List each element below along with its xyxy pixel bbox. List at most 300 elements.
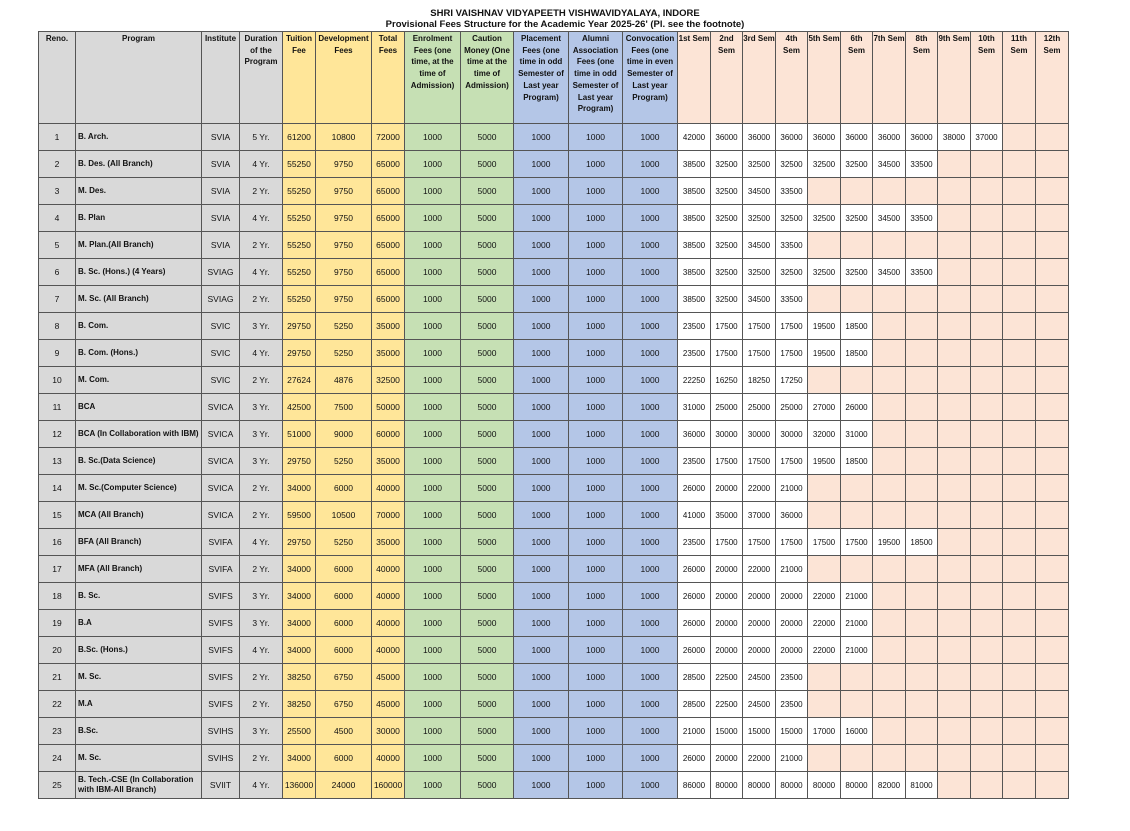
table-row: [39, 286, 1069, 313]
placement-fee: 1000: [514, 421, 569, 448]
semester-fee: [808, 178, 841, 205]
semester-fee: 32500: [808, 151, 841, 178]
semester-fee: [873, 745, 906, 772]
semester-fee: [938, 691, 971, 718]
semester-fee: 32500: [776, 259, 808, 286]
total-fee: 40000: [372, 637, 405, 664]
semester-fee: 22500: [711, 691, 743, 718]
caution-money: 5000: [461, 151, 514, 178]
enrolment-fee: 1000: [405, 394, 461, 421]
header-row: [39, 32, 1069, 124]
alumni-fee: 1000: [569, 529, 623, 556]
enrolment-fee: 1000: [405, 637, 461, 664]
semester-fee: 17500: [711, 448, 743, 475]
development-fee: 6750: [316, 664, 372, 691]
semester-fee: [906, 232, 938, 259]
development-fee: 9000: [316, 421, 372, 448]
semester-fee: [1003, 502, 1036, 529]
duration: 2 Yr.: [240, 178, 283, 205]
semester-fee: [906, 610, 938, 637]
placement-fee: 1000: [514, 610, 569, 637]
enrolment-fee: 1000: [405, 205, 461, 232]
semester-fee: 80000: [808, 772, 841, 799]
enrolment-fee: 1000: [405, 664, 461, 691]
institute-code: SVIC: [202, 313, 240, 340]
row-number: 6: [39, 259, 76, 286]
document-title: SHRI VAISHNAV VIDYAPEETH VISHWAVIDYALAYA, INDORE: [430, 8, 700, 19]
alumni-fee: 1000: [569, 745, 623, 772]
semester-fee: [1036, 124, 1069, 151]
header-alumni: Alumni Association Fees (one time in odd Semester of Last year Program): [569, 32, 623, 124]
semester-fee: [938, 286, 971, 313]
tuition-fee: 34000: [283, 637, 316, 664]
caution-money: 5000: [461, 556, 514, 583]
program-name: B.Sc. (Hons.): [76, 637, 202, 664]
enrolment-fee: 1000: [405, 286, 461, 313]
semester-fee: [971, 286, 1003, 313]
placement-fee: 1000: [514, 475, 569, 502]
convocation-fee: 1000: [623, 502, 678, 529]
semester-fee: [1036, 205, 1069, 232]
enrolment-fee: 1000: [405, 691, 461, 718]
semester-fee: 18500: [841, 313, 873, 340]
semester-fee: [971, 367, 1003, 394]
semester-fee: 26000: [678, 556, 711, 583]
alumni-fee: 1000: [569, 313, 623, 340]
development-fee: 6000: [316, 556, 372, 583]
table-row: [39, 583, 1069, 610]
semester-fee: [938, 178, 971, 205]
semester-fee: [906, 394, 938, 421]
enrolment-fee: 1000: [405, 448, 461, 475]
program-name: BCA (In Collaboration with IBM): [76, 421, 202, 448]
semester-fee: [938, 610, 971, 637]
institute-code: SVIFS: [202, 583, 240, 610]
semester-fee: [873, 178, 906, 205]
enrolment-fee: 1000: [405, 475, 461, 502]
tuition-fee: 136000: [283, 772, 316, 799]
semester-fee: 25000: [743, 394, 776, 421]
program-name: M. Sc. (All Branch): [76, 286, 202, 313]
caution-money: 5000: [461, 637, 514, 664]
semester-fee: 31000: [678, 394, 711, 421]
semester-fee: 22000: [743, 556, 776, 583]
semester-fee: [1003, 772, 1036, 799]
semester-fee: [1003, 475, 1036, 502]
row-number: 18: [39, 583, 76, 610]
semester-fee: [906, 178, 938, 205]
semester-fee: 38500: [678, 259, 711, 286]
duration: 3 Yr.: [240, 610, 283, 637]
enrolment-fee: 1000: [405, 583, 461, 610]
convocation-fee: 1000: [623, 745, 678, 772]
alumni-fee: 1000: [569, 475, 623, 502]
alumni-fee: 1000: [569, 610, 623, 637]
development-fee: 9750: [316, 151, 372, 178]
semester-fee: [873, 556, 906, 583]
duration: 4 Yr.: [240, 772, 283, 799]
semester-fee: [1003, 259, 1036, 286]
semester-fee: [938, 313, 971, 340]
semester-fee: 36000: [873, 124, 906, 151]
semester-fee: 23500: [678, 529, 711, 556]
semester-fee: 30000: [776, 421, 808, 448]
semester-fee: 25000: [776, 394, 808, 421]
development-fee: 5250: [316, 529, 372, 556]
program-name: M.A: [76, 691, 202, 718]
semester-fee: 32500: [743, 259, 776, 286]
institute-code: SVIIT: [202, 772, 240, 799]
placement-fee: 1000: [514, 205, 569, 232]
semester-fee: 22000: [743, 475, 776, 502]
placement-fee: 1000: [514, 448, 569, 475]
semester-fee: [873, 637, 906, 664]
header-sem: 7th Sem: [873, 32, 906, 124]
caution-money: 5000: [461, 529, 514, 556]
development-fee: 10800: [316, 124, 372, 151]
institute-code: SVICA: [202, 421, 240, 448]
placement-fee: 1000: [514, 529, 569, 556]
semester-fee: 36000: [808, 124, 841, 151]
semester-fee: 37000: [971, 124, 1003, 151]
semester-fee: [1036, 259, 1069, 286]
semester-fee: [1003, 205, 1036, 232]
header-sem: 8th Sem: [906, 32, 938, 124]
semester-fee: [1003, 232, 1036, 259]
header-sem: 10th Sem: [971, 32, 1003, 124]
program-name: B. Sc.: [76, 583, 202, 610]
semester-fee: [841, 286, 873, 313]
tuition-fee: 55250: [283, 205, 316, 232]
semester-fee: 34500: [743, 286, 776, 313]
duration: 3 Yr.: [240, 394, 283, 421]
alumni-fee: 1000: [569, 232, 623, 259]
semester-fee: [971, 583, 1003, 610]
row-number: 20: [39, 637, 76, 664]
semester-fee: [971, 313, 1003, 340]
semester-fee: [873, 232, 906, 259]
program-name: B. Com.: [76, 313, 202, 340]
semester-fee: [938, 529, 971, 556]
table-row: [39, 232, 1069, 259]
semester-fee: 17500: [743, 529, 776, 556]
enrolment-fee: 1000: [405, 502, 461, 529]
semester-fee: [808, 502, 841, 529]
row-number: 10: [39, 367, 76, 394]
semester-fee: 80000: [841, 772, 873, 799]
row-number: 19: [39, 610, 76, 637]
semester-fee: [1003, 448, 1036, 475]
semester-fee: [906, 286, 938, 313]
semester-fee: [873, 448, 906, 475]
total-fee: 45000: [372, 664, 405, 691]
semester-fee: [808, 691, 841, 718]
row-number: 5: [39, 232, 76, 259]
caution-money: 5000: [461, 718, 514, 745]
semester-fee: 34500: [743, 232, 776, 259]
enrolment-fee: 1000: [405, 151, 461, 178]
development-fee: 9750: [316, 205, 372, 232]
tuition-fee: 42500: [283, 394, 316, 421]
enrolment-fee: 1000: [405, 340, 461, 367]
semester-fee: 33500: [776, 178, 808, 205]
semester-fee: 80000: [711, 772, 743, 799]
caution-money: 5000: [461, 421, 514, 448]
development-fee: 6000: [316, 610, 372, 637]
semester-fee: 17500: [776, 313, 808, 340]
program-name: BFA (All Branch): [76, 529, 202, 556]
development-fee: 6000: [316, 583, 372, 610]
program-name: B.A: [76, 610, 202, 637]
semester-fee: 31000: [841, 421, 873, 448]
semester-fee: [1003, 556, 1036, 583]
convocation-fee: 1000: [623, 232, 678, 259]
placement-fee: 1000: [514, 772, 569, 799]
semester-fee: [1036, 367, 1069, 394]
semester-fee: [873, 286, 906, 313]
semester-fee: [1036, 556, 1069, 583]
header-convocation: Convocation Fees (one time in even Semester of Last year Program): [623, 32, 678, 124]
semester-fee: 26000: [678, 475, 711, 502]
semester-fee: [873, 583, 906, 610]
semester-fee: [971, 718, 1003, 745]
duration: 4 Yr.: [240, 205, 283, 232]
total-fee: 72000: [372, 124, 405, 151]
table-row: [39, 205, 1069, 232]
development-fee: 6000: [316, 475, 372, 502]
semester-fee: [1036, 502, 1069, 529]
semester-fee: 23500: [776, 664, 808, 691]
development-fee: 9750: [316, 259, 372, 286]
header-sem: 5th Sem: [808, 32, 841, 124]
semester-fee: [1036, 529, 1069, 556]
semester-fee: 26000: [678, 745, 711, 772]
header-sem: 4th Sem: [776, 32, 808, 124]
semester-fee: [1036, 691, 1069, 718]
development-fee: 9750: [316, 178, 372, 205]
semester-fee: 22000: [808, 637, 841, 664]
semester-fee: 36000: [776, 124, 808, 151]
semester-fee: [1003, 691, 1036, 718]
header-sem: 1st Sem: [678, 32, 711, 124]
header-development: Development Fees: [316, 32, 372, 124]
caution-money: 5000: [461, 178, 514, 205]
convocation-fee: 1000: [623, 691, 678, 718]
row-number: 14: [39, 475, 76, 502]
institute-code: SVICA: [202, 475, 240, 502]
convocation-fee: 1000: [623, 610, 678, 637]
alumni-fee: 1000: [569, 556, 623, 583]
semester-fee: 17500: [711, 340, 743, 367]
semester-fee: [938, 448, 971, 475]
placement-fee: 1000: [514, 178, 569, 205]
development-fee: 9750: [316, 286, 372, 313]
table-row: [39, 124, 1069, 151]
semester-fee: 32500: [776, 205, 808, 232]
semester-fee: [1036, 232, 1069, 259]
semester-fee: 20000: [711, 637, 743, 664]
semester-fee: 28500: [678, 691, 711, 718]
tuition-fee: 29750: [283, 448, 316, 475]
semester-fee: [938, 637, 971, 664]
semester-fee: [808, 286, 841, 313]
enrolment-fee: 1000: [405, 232, 461, 259]
semester-fee: [971, 502, 1003, 529]
institute-code: SVICA: [202, 502, 240, 529]
enrolment-fee: 1000: [405, 772, 461, 799]
placement-fee: 1000: [514, 367, 569, 394]
total-fee: 65000: [372, 232, 405, 259]
semester-fee: [841, 502, 873, 529]
convocation-fee: 1000: [623, 313, 678, 340]
duration: 4 Yr.: [240, 151, 283, 178]
semester-fee: 17500: [743, 448, 776, 475]
semester-fee: 81000: [906, 772, 938, 799]
semester-fee: 19500: [808, 313, 841, 340]
program-name: MCA (All Branch): [76, 502, 202, 529]
enrolment-fee: 1000: [405, 718, 461, 745]
fees-table: [38, 31, 1069, 799]
semester-fee: [1003, 367, 1036, 394]
tuition-fee: 51000: [283, 421, 316, 448]
duration: 5 Yr.: [240, 124, 283, 151]
semester-fee: 38500: [678, 286, 711, 313]
alumni-fee: 1000: [569, 286, 623, 313]
semester-fee: 24500: [743, 691, 776, 718]
header-sem: 11th Sem: [1003, 32, 1036, 124]
enrolment-fee: 1000: [405, 124, 461, 151]
total-fee: 35000: [372, 448, 405, 475]
convocation-fee: 1000: [623, 259, 678, 286]
semester-fee: [938, 232, 971, 259]
row-number: 12: [39, 421, 76, 448]
alumni-fee: 1000: [569, 502, 623, 529]
convocation-fee: 1000: [623, 772, 678, 799]
program-name: B. Sc.(Data Science): [76, 448, 202, 475]
convocation-fee: 1000: [623, 124, 678, 151]
semester-fee: [1003, 286, 1036, 313]
semester-fee: [971, 178, 1003, 205]
alumni-fee: 1000: [569, 718, 623, 745]
table-row: [39, 664, 1069, 691]
tuition-fee: 61200: [283, 124, 316, 151]
table-row: [39, 178, 1069, 205]
alumni-fee: 1000: [569, 394, 623, 421]
semester-fee: [906, 745, 938, 772]
header-duration: Duration of the Program: [240, 32, 283, 124]
row-number: 8: [39, 313, 76, 340]
row-number: 15: [39, 502, 76, 529]
institute-code: SVIA: [202, 232, 240, 259]
semester-fee: [971, 556, 1003, 583]
semester-fee: 80000: [776, 772, 808, 799]
row-number: 4: [39, 205, 76, 232]
tuition-fee: 27624: [283, 367, 316, 394]
semester-fee: 23500: [678, 448, 711, 475]
alumni-fee: 1000: [569, 691, 623, 718]
institute-code: SVIFA: [202, 529, 240, 556]
semester-fee: [906, 340, 938, 367]
semester-fee: [938, 583, 971, 610]
semester-fee: [808, 367, 841, 394]
tuition-fee: 29750: [283, 529, 316, 556]
convocation-fee: 1000: [623, 205, 678, 232]
semester-fee: 30000: [743, 421, 776, 448]
semester-fee: 33500: [776, 286, 808, 313]
semester-fee: [808, 475, 841, 502]
semester-fee: [906, 448, 938, 475]
program-name: M. Sc.: [76, 664, 202, 691]
placement-fee: 1000: [514, 313, 569, 340]
semester-fee: 36000: [711, 124, 743, 151]
placement-fee: 1000: [514, 340, 569, 367]
header-sem: 3rd Sem: [743, 32, 776, 124]
semester-fee: 80000: [743, 772, 776, 799]
semester-fee: [1003, 529, 1036, 556]
semester-fee: 32500: [776, 151, 808, 178]
semester-fee: 17250: [776, 367, 808, 394]
header-sem: 12th Sem: [1036, 32, 1069, 124]
duration: 2 Yr.: [240, 502, 283, 529]
semester-fee: 30000: [711, 421, 743, 448]
duration: 2 Yr.: [240, 367, 283, 394]
semester-fee: [971, 475, 1003, 502]
institute-code: SVIAG: [202, 259, 240, 286]
header-total: Total Fees: [372, 32, 405, 124]
table-row: [39, 502, 1069, 529]
semester-fee: [1003, 313, 1036, 340]
semester-fee: 32500: [808, 259, 841, 286]
caution-money: 5000: [461, 502, 514, 529]
tuition-fee: 55250: [283, 259, 316, 286]
semester-fee: [906, 367, 938, 394]
convocation-fee: 1000: [623, 664, 678, 691]
caution-money: 5000: [461, 205, 514, 232]
institute-code: SVIFA: [202, 556, 240, 583]
semester-fee: [971, 394, 1003, 421]
tuition-fee: 29750: [283, 340, 316, 367]
semester-fee: 26000: [678, 637, 711, 664]
alumni-fee: 1000: [569, 448, 623, 475]
semester-fee: 38500: [678, 178, 711, 205]
semester-fee: [906, 313, 938, 340]
alumni-fee: 1000: [569, 178, 623, 205]
development-fee: 5250: [316, 448, 372, 475]
placement-fee: 1000: [514, 151, 569, 178]
semester-fee: [1036, 421, 1069, 448]
total-fee: 40000: [372, 475, 405, 502]
program-name: B. Arch.: [76, 124, 202, 151]
institute-code: SVICA: [202, 394, 240, 421]
semester-fee: 21000: [776, 556, 808, 583]
semester-fee: [841, 475, 873, 502]
duration: 4 Yr.: [240, 340, 283, 367]
enrolment-fee: 1000: [405, 529, 461, 556]
semester-fee: 19500: [808, 448, 841, 475]
tuition-fee: 59500: [283, 502, 316, 529]
row-number: 7: [39, 286, 76, 313]
alumni-fee: 1000: [569, 637, 623, 664]
total-fee: 70000: [372, 502, 405, 529]
semester-fee: [873, 475, 906, 502]
row-number: 24: [39, 745, 76, 772]
table-row: [39, 691, 1069, 718]
semester-fee: 17500: [711, 313, 743, 340]
semester-fee: [938, 394, 971, 421]
convocation-fee: 1000: [623, 475, 678, 502]
semester-fee: [841, 691, 873, 718]
table-row: [39, 475, 1069, 502]
